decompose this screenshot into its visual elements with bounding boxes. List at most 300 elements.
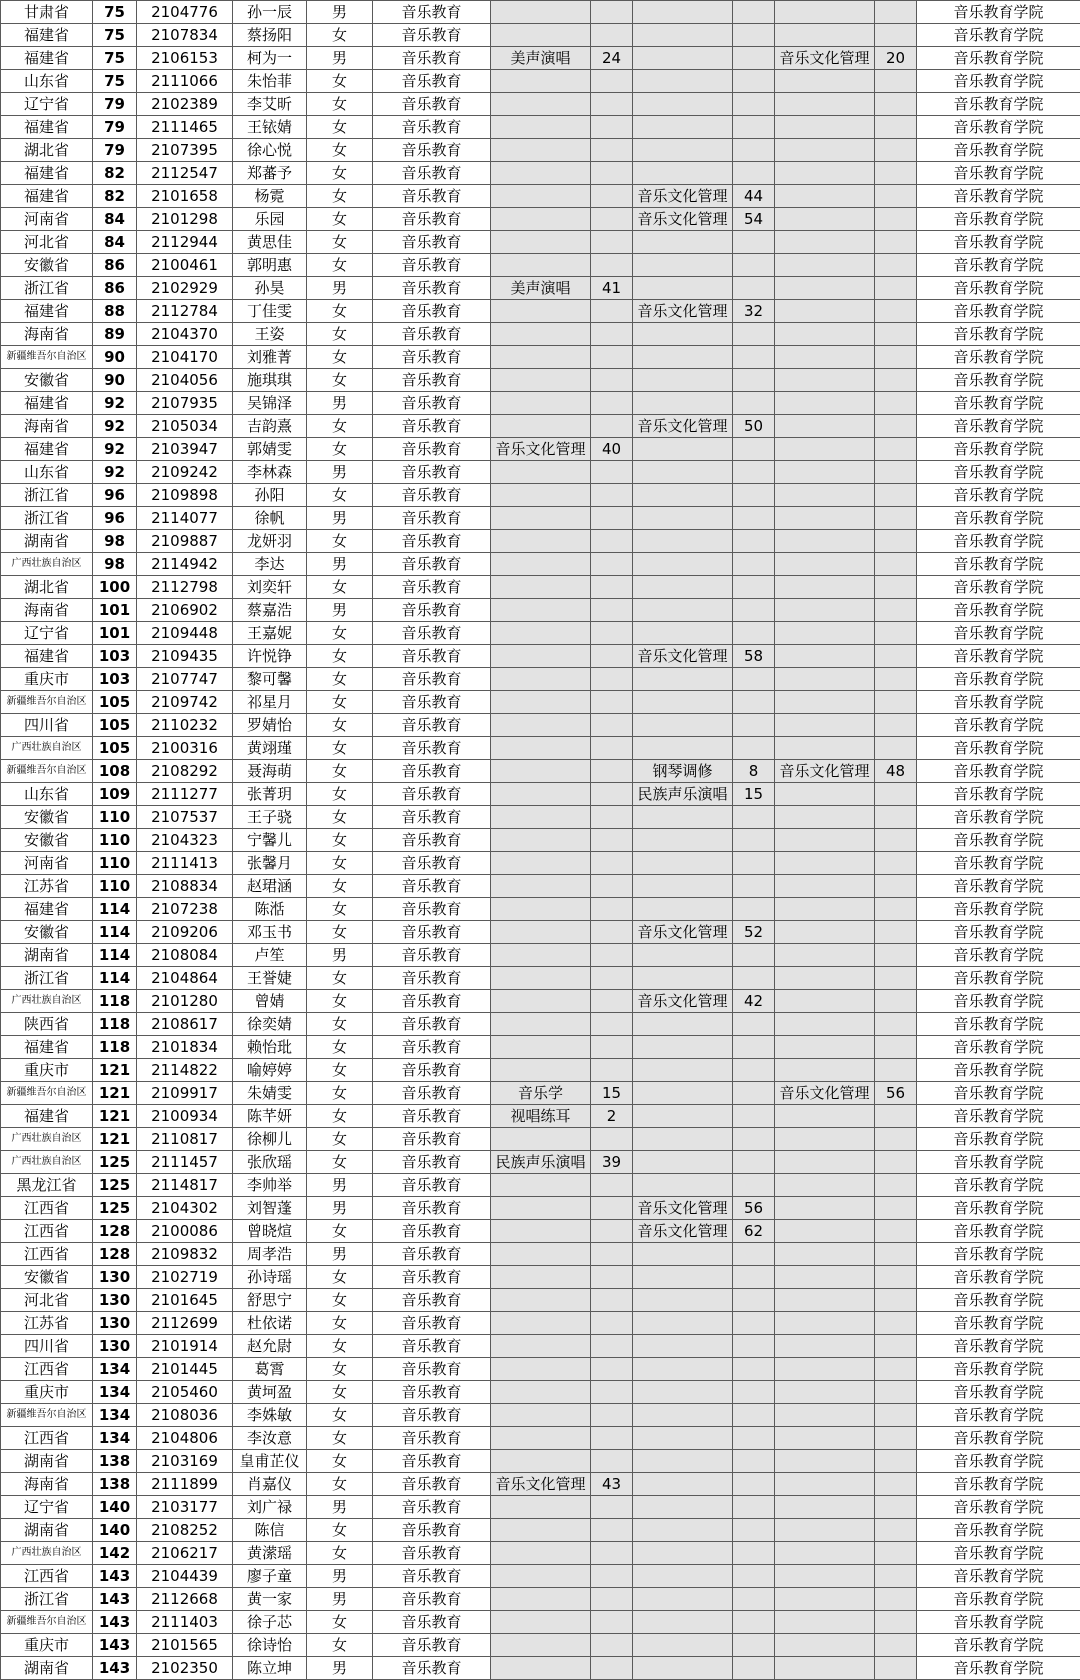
score-3-cell xyxy=(875,1128,917,1151)
name-cell: 张菁玥 xyxy=(233,783,307,806)
score-1-cell: 15 xyxy=(591,1082,633,1105)
score-3-cell xyxy=(875,277,917,300)
rank-cell: 118 xyxy=(93,1036,137,1059)
college-cell: 音乐教育学院 xyxy=(917,1128,1080,1151)
subject-3-cell xyxy=(775,300,875,323)
province-cell: 广西壮族自治区 xyxy=(1,1151,93,1174)
major-cell: 音乐教育 xyxy=(373,944,491,967)
college-cell: 音乐教育学院 xyxy=(917,1358,1080,1381)
subject-2-cell xyxy=(633,93,733,116)
score-2-cell: 32 xyxy=(733,300,775,323)
subject-2-cell: 音乐文化管理 xyxy=(633,415,733,438)
score-1-cell xyxy=(591,1266,633,1289)
college-cell: 音乐教育学院 xyxy=(917,1082,1080,1105)
province-cell: 山东省 xyxy=(1,70,93,93)
rank-cell: 143 xyxy=(93,1588,137,1611)
college-cell: 音乐教育学院 xyxy=(917,714,1080,737)
major-cell: 音乐教育 xyxy=(373,208,491,231)
student-id-cell: 2111413 xyxy=(137,852,233,875)
college-cell: 音乐教育学院 xyxy=(917,1,1080,24)
score-2-cell xyxy=(733,1128,775,1151)
name-cell: 黄一家 xyxy=(233,1588,307,1611)
subject-3-cell xyxy=(775,898,875,921)
province-cell: 甘肃省 xyxy=(1,1,93,24)
score-2-cell xyxy=(733,162,775,185)
subject-1-cell xyxy=(491,369,591,392)
subject-2-cell xyxy=(633,461,733,484)
name-cell: 陈湉 xyxy=(233,898,307,921)
score-3-cell xyxy=(875,1381,917,1404)
gender-cell: 女 xyxy=(307,300,373,323)
score-1-cell xyxy=(591,1128,633,1151)
score-1-cell xyxy=(591,990,633,1013)
score-3-cell xyxy=(875,1404,917,1427)
subject-3-cell xyxy=(775,116,875,139)
score-2-cell xyxy=(733,461,775,484)
score-1-cell xyxy=(591,231,633,254)
score-3-cell xyxy=(875,231,917,254)
name-cell: 郑蕃予 xyxy=(233,162,307,185)
gender-cell: 女 xyxy=(307,576,373,599)
subject-1-cell xyxy=(491,530,591,553)
gender-cell: 女 xyxy=(307,1312,373,1335)
table-row xyxy=(1,829,1080,852)
province-cell: 重庆市 xyxy=(1,1381,93,1404)
subject-3-cell xyxy=(775,93,875,116)
subject-1-cell: 美声演唱 xyxy=(491,277,591,300)
gender-cell: 女 xyxy=(307,346,373,369)
rank-cell: 128 xyxy=(93,1220,137,1243)
score-1-cell xyxy=(591,668,633,691)
subject-1-cell xyxy=(491,1128,591,1151)
province-cell: 山东省 xyxy=(1,461,93,484)
score-2-cell xyxy=(733,1450,775,1473)
student-id-cell: 2104776 xyxy=(137,1,233,24)
student-id-cell: 2110817 xyxy=(137,1128,233,1151)
subject-1-cell xyxy=(491,1358,591,1381)
province-cell: 湖南省 xyxy=(1,1519,93,1542)
name-cell: 徐诗怡 xyxy=(233,1634,307,1657)
name-cell: 宁馨儿 xyxy=(233,829,307,852)
score-2-cell xyxy=(733,599,775,622)
name-cell: 肖嘉仪 xyxy=(233,1473,307,1496)
major-cell: 音乐教育 xyxy=(373,461,491,484)
student-id-cell: 2109917 xyxy=(137,1082,233,1105)
table-row xyxy=(1,921,1080,944)
score-1-cell xyxy=(591,300,633,323)
score-1-cell xyxy=(591,691,633,714)
subject-1-cell xyxy=(491,254,591,277)
province-cell: 辽宁省 xyxy=(1,622,93,645)
rank-cell: 92 xyxy=(93,438,137,461)
subject-3-cell xyxy=(775,1588,875,1611)
subject-2-cell xyxy=(633,1059,733,1082)
college-cell: 音乐教育学院 xyxy=(917,1036,1080,1059)
subject-1-cell xyxy=(491,783,591,806)
major-cell: 音乐教育 xyxy=(373,852,491,875)
gender-cell: 女 xyxy=(307,415,373,438)
province-cell: 新疆维吾尔自治区 xyxy=(1,1404,93,1427)
student-id-cell: 2104302 xyxy=(137,1197,233,1220)
college-cell: 音乐教育学院 xyxy=(917,1542,1080,1565)
score-2-cell xyxy=(733,369,775,392)
rank-cell: 114 xyxy=(93,944,137,967)
score-1-cell xyxy=(591,599,633,622)
table-row xyxy=(1,1036,1080,1059)
rank-cell: 125 xyxy=(93,1174,137,1197)
subject-1-cell xyxy=(491,1036,591,1059)
subject-2-cell xyxy=(633,530,733,553)
table-row xyxy=(1,1105,1080,1128)
gender-cell: 女 xyxy=(307,622,373,645)
score-3-cell xyxy=(875,1542,917,1565)
college-cell: 音乐教育学院 xyxy=(917,1220,1080,1243)
subject-1-cell xyxy=(491,70,591,93)
province-cell: 浙江省 xyxy=(1,507,93,530)
province-cell: 福建省 xyxy=(1,162,93,185)
subject-2-cell xyxy=(633,438,733,461)
score-2-cell xyxy=(733,1266,775,1289)
score-1-cell xyxy=(591,1381,633,1404)
major-cell: 音乐教育 xyxy=(373,1036,491,1059)
gender-cell: 男 xyxy=(307,1,373,24)
province-cell: 广西壮族自治区 xyxy=(1,1128,93,1151)
gender-cell: 男 xyxy=(307,1496,373,1519)
score-2-cell xyxy=(733,1611,775,1634)
subject-1-cell xyxy=(491,622,591,645)
gender-cell: 女 xyxy=(307,323,373,346)
name-cell: 刘雅菁 xyxy=(233,346,307,369)
province-cell: 四川省 xyxy=(1,1335,93,1358)
name-cell: 杜依诺 xyxy=(233,1312,307,1335)
province-cell: 湖南省 xyxy=(1,530,93,553)
score-1-cell xyxy=(591,1174,633,1197)
rank-cell: 114 xyxy=(93,898,137,921)
score-3-cell xyxy=(875,185,917,208)
score-2-cell xyxy=(733,1473,775,1496)
name-cell: 吉韵熹 xyxy=(233,415,307,438)
subject-2-cell xyxy=(633,1128,733,1151)
table-row xyxy=(1,208,1080,231)
college-cell: 音乐教育学院 xyxy=(917,1312,1080,1335)
student-id-cell: 2114817 xyxy=(137,1174,233,1197)
subject-3-cell xyxy=(775,1243,875,1266)
table-row xyxy=(1,530,1080,553)
college-cell: 音乐教育学院 xyxy=(917,139,1080,162)
subject-3-cell xyxy=(775,24,875,47)
student-id-cell: 2103947 xyxy=(137,438,233,461)
college-cell: 音乐教育学院 xyxy=(917,1611,1080,1634)
table-row xyxy=(1,806,1080,829)
student-id-cell: 2114077 xyxy=(137,507,233,530)
major-cell: 音乐教育 xyxy=(373,300,491,323)
major-cell: 音乐教育 xyxy=(373,1381,491,1404)
subject-3-cell xyxy=(775,1427,875,1450)
table-row xyxy=(1,1496,1080,1519)
score-2-cell xyxy=(733,346,775,369)
score-1-cell xyxy=(591,116,633,139)
score-3-cell xyxy=(875,576,917,599)
student-id-cell: 2109435 xyxy=(137,645,233,668)
score-2-cell xyxy=(733,1151,775,1174)
table-row xyxy=(1,783,1080,806)
table-row xyxy=(1,1657,1080,1680)
college-cell: 音乐教育学院 xyxy=(917,1427,1080,1450)
gender-cell: 女 xyxy=(307,760,373,783)
subject-2-cell xyxy=(633,1634,733,1657)
score-1-cell xyxy=(591,1519,633,1542)
major-cell: 音乐教育 xyxy=(373,70,491,93)
score-3-cell xyxy=(875,668,917,691)
student-id-cell: 2101565 xyxy=(137,1634,233,1657)
gender-cell: 女 xyxy=(307,898,373,921)
subject-2-cell xyxy=(633,714,733,737)
score-3-cell xyxy=(875,1243,917,1266)
score-3-cell xyxy=(875,300,917,323)
subject-1-cell xyxy=(491,162,591,185)
gender-cell: 男 xyxy=(307,47,373,70)
score-2-cell xyxy=(733,1059,775,1082)
subject-1-cell xyxy=(491,1519,591,1542)
gender-cell: 女 xyxy=(307,1128,373,1151)
subject-3-cell xyxy=(775,875,875,898)
major-cell: 音乐教育 xyxy=(373,1519,491,1542)
subject-1-cell xyxy=(491,806,591,829)
subject-2-cell xyxy=(633,47,733,70)
score-2-cell xyxy=(733,967,775,990)
score-2-cell xyxy=(733,1243,775,1266)
gender-cell: 女 xyxy=(307,208,373,231)
table-row xyxy=(1,369,1080,392)
score-3-cell xyxy=(875,1473,917,1496)
subject-3-cell xyxy=(775,1657,875,1680)
college-cell: 音乐教育学院 xyxy=(917,806,1080,829)
major-cell: 音乐教育 xyxy=(373,1128,491,1151)
province-cell: 新疆维吾尔自治区 xyxy=(1,760,93,783)
subject-1-cell xyxy=(491,1197,591,1220)
score-3-cell xyxy=(875,530,917,553)
major-cell: 音乐教育 xyxy=(373,990,491,1013)
major-cell: 音乐教育 xyxy=(373,1496,491,1519)
college-cell: 音乐教育学院 xyxy=(917,392,1080,415)
major-cell: 音乐教育 xyxy=(373,576,491,599)
subject-2-cell xyxy=(633,1358,733,1381)
subject-1-cell xyxy=(491,231,591,254)
province-cell: 江西省 xyxy=(1,1243,93,1266)
subject-3-cell xyxy=(775,139,875,162)
score-1-cell xyxy=(591,507,633,530)
gender-cell: 女 xyxy=(307,1289,373,1312)
student-id-cell: 2109832 xyxy=(137,1243,233,1266)
subject-3-cell xyxy=(775,461,875,484)
gender-cell: 女 xyxy=(307,1266,373,1289)
name-cell: 李帅举 xyxy=(233,1174,307,1197)
subject-1-cell xyxy=(491,1496,591,1519)
student-id-cell: 2106153 xyxy=(137,47,233,70)
rank-cell: 79 xyxy=(93,116,137,139)
subject-1-cell xyxy=(491,944,591,967)
table-row xyxy=(1,70,1080,93)
score-2-cell xyxy=(733,231,775,254)
score-2-cell xyxy=(733,806,775,829)
score-1-cell xyxy=(591,622,633,645)
college-cell: 音乐教育学院 xyxy=(917,231,1080,254)
table-row xyxy=(1,392,1080,415)
subject-2-cell xyxy=(633,254,733,277)
student-id-cell: 2111277 xyxy=(137,783,233,806)
gender-cell: 女 xyxy=(307,1335,373,1358)
table-row xyxy=(1,1220,1080,1243)
college-cell: 音乐教育学院 xyxy=(917,1657,1080,1680)
province-cell: 新疆维吾尔自治区 xyxy=(1,691,93,714)
name-cell: 祁星月 xyxy=(233,691,307,714)
rank-cell: 130 xyxy=(93,1312,137,1335)
name-cell: 李艾昕 xyxy=(233,93,307,116)
gender-cell: 女 xyxy=(307,1634,373,1657)
score-3-cell xyxy=(875,898,917,921)
rank-cell: 84 xyxy=(93,208,137,231)
name-cell: 陈芊妍 xyxy=(233,1105,307,1128)
province-cell: 安徽省 xyxy=(1,1266,93,1289)
subject-3-cell xyxy=(775,162,875,185)
rank-cell: 110 xyxy=(93,829,137,852)
province-cell: 四川省 xyxy=(1,714,93,737)
name-cell: 王姿 xyxy=(233,323,307,346)
subject-3-cell xyxy=(775,415,875,438)
student-id-cell: 2112784 xyxy=(137,300,233,323)
subject-1-cell xyxy=(491,760,591,783)
college-cell: 音乐教育学院 xyxy=(917,438,1080,461)
score-3-cell xyxy=(875,1220,917,1243)
subject-1-cell xyxy=(491,116,591,139)
college-cell: 音乐教育学院 xyxy=(917,1634,1080,1657)
rank-cell: 75 xyxy=(93,24,137,47)
table-row xyxy=(1,737,1080,760)
score-3-cell xyxy=(875,1634,917,1657)
gender-cell: 男 xyxy=(307,599,373,622)
score-1-cell xyxy=(591,852,633,875)
subject-3-cell xyxy=(775,530,875,553)
score-2-cell xyxy=(733,1427,775,1450)
gender-cell: 女 xyxy=(307,645,373,668)
major-cell: 音乐教育 xyxy=(373,162,491,185)
major-cell: 音乐教育 xyxy=(373,323,491,346)
rank-cell: 105 xyxy=(93,714,137,737)
subject-2-cell xyxy=(633,1542,733,1565)
gender-cell: 女 xyxy=(307,139,373,162)
student-id-cell: 2101914 xyxy=(137,1335,233,1358)
score-2-cell xyxy=(733,829,775,852)
college-cell: 音乐教育学院 xyxy=(917,967,1080,990)
subject-3-cell xyxy=(775,944,875,967)
rank-cell: 86 xyxy=(93,254,137,277)
score-3-cell xyxy=(875,806,917,829)
rank-cell: 114 xyxy=(93,967,137,990)
score-1-cell xyxy=(591,530,633,553)
student-id-cell: 2109742 xyxy=(137,691,233,714)
subject-1-cell xyxy=(491,1657,591,1680)
table-row xyxy=(1,1611,1080,1634)
name-cell: 王誉婕 xyxy=(233,967,307,990)
score-2-cell xyxy=(733,93,775,116)
subject-2-cell xyxy=(633,24,733,47)
score-2-cell xyxy=(733,1519,775,1542)
province-cell: 浙江省 xyxy=(1,967,93,990)
major-cell: 音乐教育 xyxy=(373,254,491,277)
subject-3-cell xyxy=(775,1105,875,1128)
gender-cell: 女 xyxy=(307,1358,373,1381)
college-cell: 音乐教育学院 xyxy=(917,116,1080,139)
province-cell: 新疆维吾尔自治区 xyxy=(1,346,93,369)
subject-3-cell xyxy=(775,484,875,507)
subject-3-cell xyxy=(775,714,875,737)
subject-1-cell xyxy=(491,829,591,852)
major-cell: 音乐教育 xyxy=(373,737,491,760)
score-2-cell xyxy=(733,70,775,93)
province-cell: 福建省 xyxy=(1,1105,93,1128)
subject-3-cell xyxy=(775,208,875,231)
rank-cell: 90 xyxy=(93,346,137,369)
rank-cell: 110 xyxy=(93,875,137,898)
college-cell: 音乐教育学院 xyxy=(917,737,1080,760)
major-cell: 音乐教育 xyxy=(373,645,491,668)
table-row xyxy=(1,461,1080,484)
table-row xyxy=(1,944,1080,967)
province-cell: 湖北省 xyxy=(1,576,93,599)
name-cell: 龙妍羽 xyxy=(233,530,307,553)
major-cell: 音乐教育 xyxy=(373,921,491,944)
rank-cell: 92 xyxy=(93,415,137,438)
college-cell: 音乐教育学院 xyxy=(917,1450,1080,1473)
subject-1-cell xyxy=(491,208,591,231)
name-cell: 赵珺涵 xyxy=(233,875,307,898)
major-cell: 音乐教育 xyxy=(373,231,491,254)
name-cell: 赖怡玭 xyxy=(233,1036,307,1059)
score-1-cell xyxy=(591,1013,633,1036)
college-cell: 音乐教育学院 xyxy=(917,898,1080,921)
score-2-cell xyxy=(733,1565,775,1588)
name-cell: 徐柳儿 xyxy=(233,1128,307,1151)
rank-cell: 140 xyxy=(93,1496,137,1519)
table-row xyxy=(1,967,1080,990)
rank-cell: 121 xyxy=(93,1059,137,1082)
gender-cell: 女 xyxy=(307,1036,373,1059)
major-cell: 音乐教育 xyxy=(373,760,491,783)
name-cell: 罗婧怡 xyxy=(233,714,307,737)
subject-1-cell xyxy=(491,1289,591,1312)
major-cell: 音乐教育 xyxy=(373,1289,491,1312)
subject-3-cell xyxy=(775,1450,875,1473)
score-1-cell xyxy=(591,714,633,737)
score-2-cell: 50 xyxy=(733,415,775,438)
province-cell: 辽宁省 xyxy=(1,1496,93,1519)
province-cell: 河南省 xyxy=(1,852,93,875)
rank-cell: 138 xyxy=(93,1450,137,1473)
major-cell: 音乐教育 xyxy=(373,139,491,162)
major-cell: 音乐教育 xyxy=(373,1404,491,1427)
name-cell: 孙一辰 xyxy=(233,1,307,24)
province-cell: 江西省 xyxy=(1,1220,93,1243)
table-row xyxy=(1,1174,1080,1197)
table-row xyxy=(1,990,1080,1013)
subject-2-cell xyxy=(633,1266,733,1289)
rank-cell: 138 xyxy=(93,1473,137,1496)
name-cell: 黄思佳 xyxy=(233,231,307,254)
name-cell: 乐园 xyxy=(233,208,307,231)
subject-1-cell xyxy=(491,898,591,921)
province-cell: 辽宁省 xyxy=(1,93,93,116)
rank-cell: 128 xyxy=(93,1243,137,1266)
